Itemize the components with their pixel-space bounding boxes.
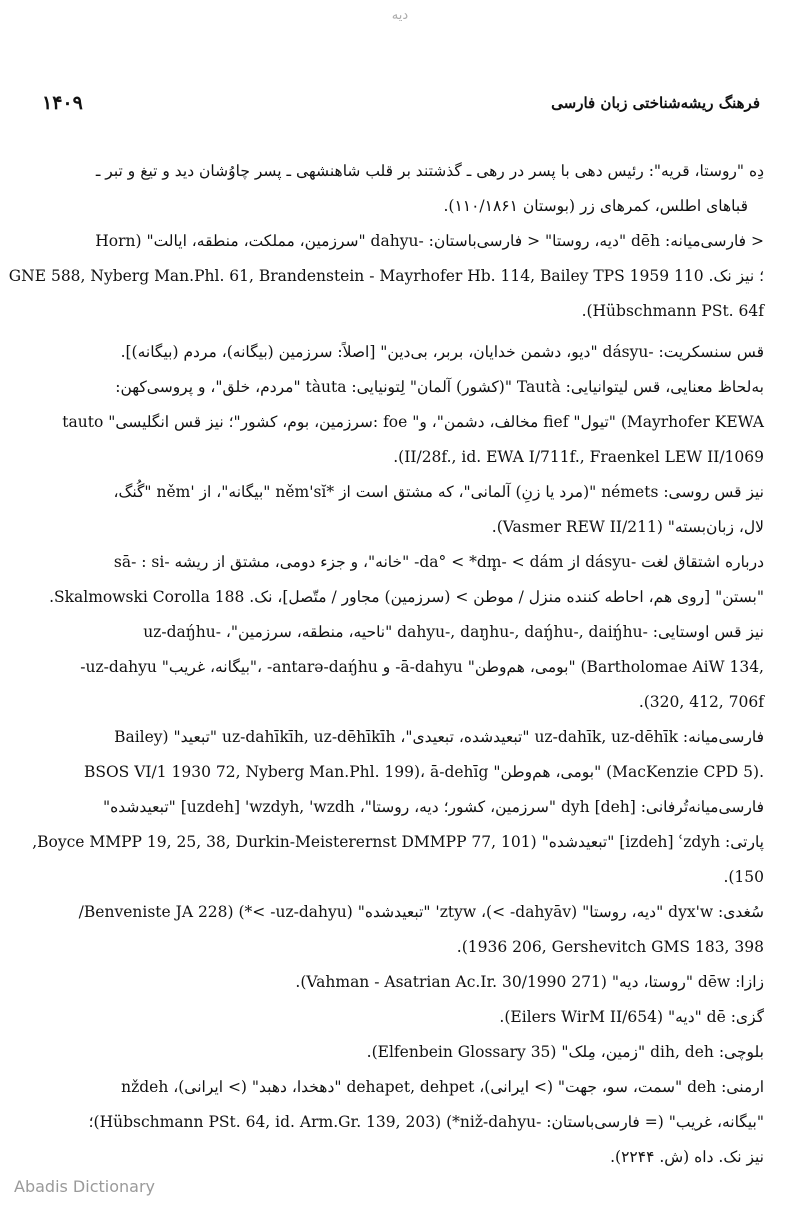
entry-line: -uz-dahyu "بیگانه، غریب"، -antarə-daŋ́hu و -ā-dahyu "بومی، هم‌وطن" (Bartholomae AiW 134, bbox=[80, 658, 764, 676]
entry-line: .(1936 206, Gershevitch GMS 183, 398 bbox=[456, 938, 764, 956]
entry-line: .(320, 412, 706f bbox=[638, 693, 764, 711]
entry-line: .(150 bbox=[723, 868, 764, 886]
watermark: Abadis Dictionary bbox=[14, 1177, 155, 1196]
entry-line: دِه "روستا، قریه": رئیس دهی با پسر در رهی ـ گذشتند بر قلب شاهنشهی ـ پسر چاوُشان دید و تیغ و تبر ـ bbox=[95, 162, 764, 180]
entry-line: BSOS VI/1 1930 72, Nyberg Man.Phl. 199)، ā-dehīg "بومی، هم‌وطن" (MacKenzie CPD 5). bbox=[83, 763, 764, 781]
entry-line: گزی: dē "دیه" (Eilers WirM II/654). bbox=[499, 1008, 764, 1026]
running-title: فرهنگ ریشه‌شناختی زبان فارسی bbox=[551, 94, 760, 112]
entry-line: tauto "سرزمین، بوم، کشور"؛ نیز قس انگلیسی: foe "مخالف، دشمن"، و fief "تیول" (Mayrhofer KEWA bbox=[62, 413, 764, 431]
entry-line: درباره اشتقاق لغت -dásyu از da° < *dm̥- < dám- "خانه"، و جزء دومی، مشتق از ریشه -sā- : si bbox=[113, 553, 764, 571]
entry-line: نیز نک. داه (ش. ۲۲۴۴). bbox=[610, 1148, 764, 1166]
entry-line: نیز قس روسی: némets "(مرد یا زنِ) آلمانی"، که مشتق است از *něm'sĭ "بیگانه"، از 'něm "گُنگ، bbox=[113, 483, 764, 501]
entry-line: .(II/28f., id. EWA I/711f., Fraenkel LEW II/1069 bbox=[393, 448, 764, 466]
page-number: ۱۴۰۹ bbox=[42, 92, 83, 114]
entry-line: ؛ نیز نک. GNE 588, Nyberg Man.Phl. 61, Brandenstein - Mayrhofer Hb. 114, Bailey TPS 1959 110 bbox=[8, 267, 764, 285]
entry-line: زازا: dēw "روستا، دیه" (Vahman - Asatrian Ac.Ir. 30/1990 271). bbox=[295, 973, 764, 991]
entry-line: پارتی: izdeh] ʿzdyh] "تبعیدشده" (Boyce MMPP 19, 25, 38, Durkin-Meisterernst DMMPP 77, 101, bbox=[32, 833, 764, 851]
entry-line: "بستن" [روی هم، احاطه کننده منزل / موطن > (سرزمین) مجاور / متّصل]، نک. Skalmowski Corolla 188. bbox=[49, 588, 764, 606]
top-label: دیه bbox=[391, 8, 409, 23]
entry-line: "بیگانه، غریب" (= فارسی‌باستان: -niž-dahyu*) (Hübschmann PSt. 64, id. Arm.Gr. 139, 203)؛ bbox=[88, 1113, 764, 1131]
entry-line: نیز قس اوستایی: -dahyu-, daŋhu-, daŋ́hu-, daiŋ́hu "ناحیه، منطقه، سرزمین"، -uz-daŋ́hu bbox=[143, 623, 764, 641]
entry-line: لال، زبان‌بسته" (Vasmer REW II/211). bbox=[491, 518, 764, 536]
entry-line: بلوچی: dih, deh "زمین، مِلک" (Elfenbein Glossary 35). bbox=[366, 1043, 764, 1061]
entry-line: قس سنسکریت: -dásyu "دیو، دشمن خدایان، بربر، بی‌دین" [اصلاً: سرزمین (بیگانه)، مردم (بیگانه)]. bbox=[120, 343, 764, 361]
entry-line: ارمنی: deh "سمت، سو، جهت" (> ایرانی)، dehapet, dehpet "دهخدا، دهبد" (> ایرانی)، nždeh bbox=[121, 1078, 764, 1096]
entry-line: فارسی‌میانه: uz-dahīk, uz-dēhīk "تبعیدشده، تبعیدی"، uz-dahīkīh, uz-dēhīkīh "تبعید" (Bailey bbox=[114, 728, 764, 746]
entry-line: فارسی‌میانه‌تُرفانی: [deh] dyh "سرزمین، کشور؛ دیه، روستا"، uzdeh] 'wzdyh, 'wzdh] "تبعیدشده" bbox=[102, 798, 764, 816]
entry-line: به‌لحاظ معنایی، قس لیتوانیایی: Tautà "(کشور) آلمان" لِتونیایی: tàuta "مردم، خلق"، و پروسی‌کهن: bbox=[115, 378, 764, 396]
entry-line: قباهای اطلس، کمرهای زر (بوستان ۱۱۰/۱۸۶۱). bbox=[443, 197, 748, 215]
entry-body bbox=[8, 158, 764, 1179]
entry-line: سُغدی: dyx'w "دیه، روستا" (dahyāv- >)، ztyw' "تبعیدشده" (uz-dahyu- >*) (Benveniste JA 228/ bbox=[78, 903, 764, 921]
entry-line: < فارسی‌میانه: dēh "دیه، روستا" < فارسی‌باستان: -dahyu "سرزمین، مملکت، منطقه، ایالت" (Horn bbox=[95, 232, 764, 250]
entry-line: .(Hübschmann PSt. 64f bbox=[581, 302, 764, 320]
